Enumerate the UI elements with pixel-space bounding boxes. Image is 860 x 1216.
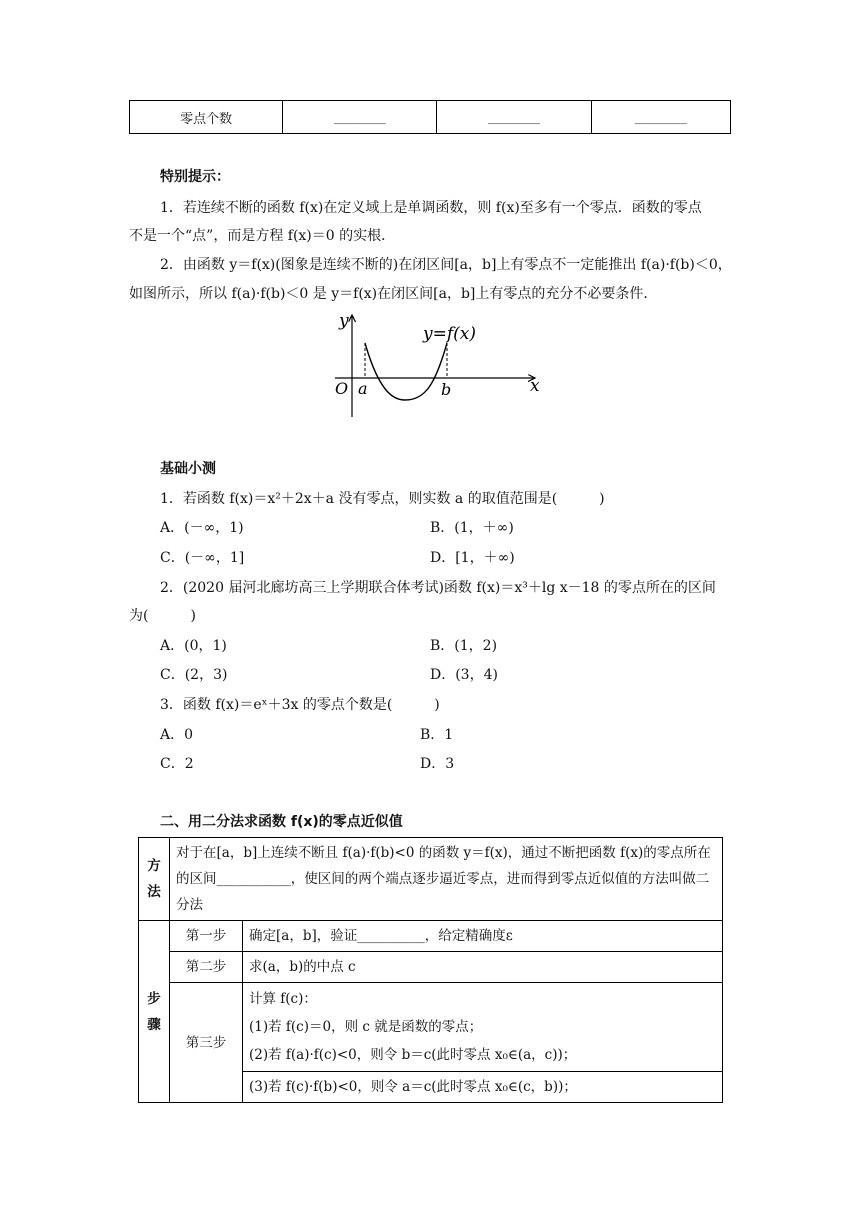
q1-option-b: B．(1，＋∞) xyxy=(430,520,514,536)
x-label: x xyxy=(530,376,540,396)
b-label: b xyxy=(441,380,452,399)
q1-option-a: A．(－∞，1) xyxy=(160,520,244,536)
blank-cell-1: ________ xyxy=(283,101,437,134)
step-2-label: 第二步 xyxy=(170,952,243,983)
blank-cell-2: ________ xyxy=(437,101,591,134)
q3-option-d: D．3 xyxy=(420,756,455,772)
bisection-method-table xyxy=(138,837,723,1103)
method-text: 对于在[a，b]上连续不断且 f(a)·f(b)<0 的函数 y＝f(x)，通过不断把函数 f(x)的零点所在的区间___________，使区间的两个端点逐步逼近零点，进而得到零点近似值的方法叫做二分法 xyxy=(170,838,723,921)
step-3-label: 第三步 xyxy=(170,983,243,1103)
origin-label: O xyxy=(335,379,349,398)
q3-option-c: C．2 xyxy=(160,756,194,772)
function-label: y=f(x) xyxy=(423,324,476,344)
step-2-text: 求(a，b)的中点 c xyxy=(243,952,723,983)
step-1-label: 第一步 xyxy=(170,921,243,952)
tip-2-line-1: 2．由函数 y＝f(x)(图象是连续不断的)在闭区间[a，b]上有零点不一定能推出 f(a)·f(b)＜0， xyxy=(160,257,732,273)
tip-1-line-1: 1．若连续不断的函数 f(x)在定义域上是单调函数，则 f(x)至多有一个零点．函数的零点 xyxy=(160,200,702,216)
question-2-line-2: 为( ) xyxy=(129,608,196,624)
tip-1-line-2: 不是一个“点”，而是方程 f(x)＝0 的实根． xyxy=(129,228,396,244)
tips-heading: 特别提示： xyxy=(160,169,230,185)
zero-count-label: 零点个数 xyxy=(130,101,283,134)
y-label: y xyxy=(339,311,349,331)
section-2-heading: 二、用二分法求函数 f(x)的零点近似值 xyxy=(160,814,403,830)
question-1: 1．若函数 f(x)＝x²＋2x＋a 没有零点，则实数 a 的取值范围是( ) xyxy=(160,491,605,507)
step-3-text xyxy=(243,983,723,1072)
q2-option-d: D．(3，4) xyxy=(430,667,498,683)
tip-2-line-2: 如图所示，所以 f(a)·f(b)＜0 是 y＝f(x)在闭区间[a，b]上有零点的充分不必要条件． xyxy=(129,286,658,302)
step-1-text: 确定[a，b]，验证__________，给定精确度ε xyxy=(243,921,723,952)
q1-option-c: C．(－∞，1] xyxy=(160,550,245,566)
q1-option-d: D．[1，＋∞) xyxy=(430,550,515,566)
question-2-line-1: 2．(2020 届河北廊坊高三上学期联合体考试)函数 f(x)＝x³＋lg x－18 的零点所在的区间 xyxy=(160,580,716,596)
question-3: 3．函数 f(x)＝eˣ＋3x 的零点个数是( ) xyxy=(160,697,440,713)
a-label: a xyxy=(358,379,368,398)
step-3-line-1: 计算 f(c)： xyxy=(249,991,317,1007)
method-label: 方法 xyxy=(139,838,170,921)
zero-count-table xyxy=(129,100,731,134)
step-3-line-2: (1)若 f(c)＝0，则 c 就是函数的零点； xyxy=(249,1019,483,1035)
blank-cell-3: ________ xyxy=(591,101,730,134)
step-3-line-3: (2)若 f(a)·f(c)<0，则令 b＝c(此时零点 x₀∈(a，c))； xyxy=(249,1047,577,1063)
q2-option-a: A．(0，1) xyxy=(160,638,227,654)
q2-option-b: B．(1，2) xyxy=(430,638,498,654)
steps-label: 步骤 xyxy=(139,921,170,1103)
quiz-heading: 基础小测 xyxy=(160,461,216,477)
q3-option-a: A．0 xyxy=(160,727,194,743)
step-3-line-4: (3)若 f(c)·f(b)<0，则令 a＝c(此时零点 x₀∈(c，b))； xyxy=(243,1072,723,1103)
curve xyxy=(365,343,447,400)
q2-option-c: C．(2，3) xyxy=(160,667,228,683)
function-graph-figure xyxy=(325,305,550,420)
q3-option-b: B．1 xyxy=(420,727,454,743)
